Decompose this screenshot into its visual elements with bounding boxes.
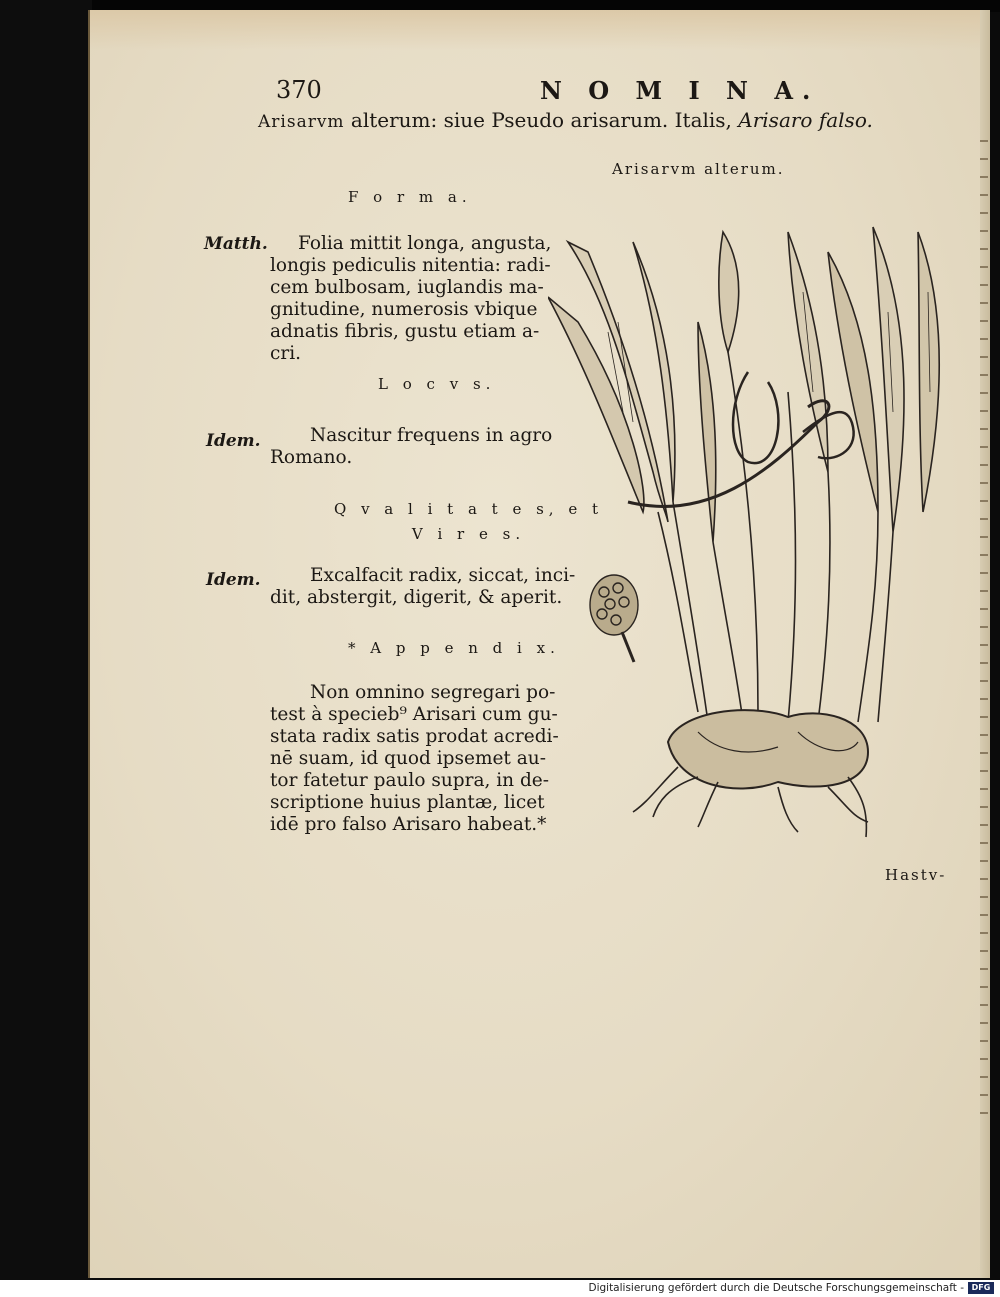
- digitization-footer: [0, 1280, 1000, 1297]
- section-heading-forma: F o r m a.: [348, 188, 472, 206]
- catchword: Hastv-: [885, 866, 947, 884]
- margin-note-matth: Matth.: [204, 234, 268, 254]
- text-appendix-content: Non omnino segregari po- test à specieb⁹ Arisari cum gu- stata radix satis prodat acredi- nē suam, id quod ipsemet au- tor fatetur paulo supra, in de- scriptione huius plantæ, licet idē pro falso Arisaro habeat.*: [270, 682, 559, 835]
- dfg-logo: DFG: [968, 1282, 994, 1294]
- title-line: [258, 108, 873, 132]
- text-qualitates-content: Excalfacit radix, siccat, inci- dit, abstergit, digerit, & aperit.: [270, 565, 576, 608]
- text-forma: [270, 233, 551, 365]
- footer-credit: Digitalisierung gefördert durch die Deutsche Forschungsgemeinschaft -: [588, 1282, 964, 1294]
- section-heading-qualitates: Q v a l i t a t e s, e t V i r e s.: [334, 500, 604, 543]
- text-appendix: [270, 682, 559, 836]
- title-middle: alterum: siue Pseudo arisarum. Italis,: [344, 108, 739, 132]
- page-edge-marks: [974, 140, 990, 1140]
- section-heading-locus: L o c v s.: [378, 375, 496, 393]
- title-italic: Arisaro falso.: [738, 108, 873, 132]
- fruit-spadix-illustration: [582, 570, 652, 670]
- text-forma-content: Folia mittit longa, angusta, longis pediculis nitentia: radi- cem bulbosam, iuglandis ma- gnitudine, numerosis vbique adnatis fibris, gustu etiam a- cri.: [270, 233, 552, 364]
- page-number: 370: [276, 76, 322, 104]
- section-heading-appendix: * A p p e n d i x.: [348, 639, 560, 657]
- text-locus-content: Nascitur frequens in agro Romano.: [270, 425, 553, 468]
- margin-note-idem-1: Idem.: [206, 431, 261, 451]
- figure-caption: Arisarvm alterum.: [612, 160, 785, 178]
- title-prefix: Arisarvm: [258, 112, 345, 132]
- text-locus: [270, 425, 552, 469]
- margin-note-idem-2: Idem.: [206, 570, 261, 590]
- text-qualitates: [270, 565, 575, 609]
- scan-border-left: [0, 0, 92, 1280]
- running-head: N O M I N A.: [540, 76, 820, 105]
- plant-woodcut-illustration: [548, 212, 958, 842]
